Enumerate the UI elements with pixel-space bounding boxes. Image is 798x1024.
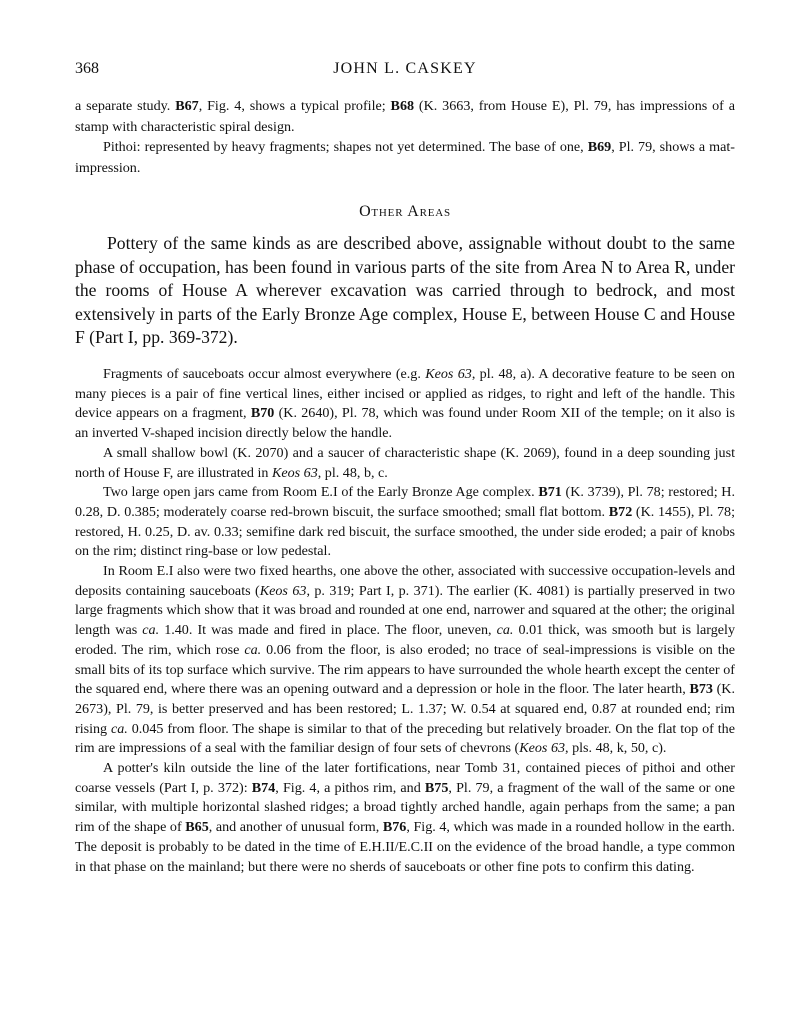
paragraph-sauceboats: Fragments of sauceboats occur almost everywhere (e.g. Keos 63, pl. 48, a). A decorative feature to be seen on many pieces is a pair of fine vertical lines, either incised or applied as ridges, to right and left of the handle. This device appears on a fragment, B70 (K. 2640), Pl. 78, which was found under Room XII of the temple; on it also is an inverted V-shaped incision directly below the handle. [75, 366, 735, 442]
paragraph-continued: a separate study. B67, Fig. 4, shows a typical profile; B68 (K. 3663, from House E), Pl. 79, has impressions of a stamp with characteristic spiral design. [75, 98, 735, 135]
paragraph-jars: Two large open jars came from Room E.I of the Early Bronze Age complex. B71 (K. 3739), Pl. 78; restored; H. 0.28, D. 0.385; moderately coarse red-brown biscuit, the surface smoothed; small flat bottom. B72 (K. 1455), Pl. 78; restored, H. 0.25, D. av. 0.33; semifine dark red biscuit, the surface smoothed, the under side eroded; a pair of knobs on the rim; distinct ring-base or low pedestal. [75, 484, 735, 560]
top-text [75, 96, 735, 178]
section-intro: Pottery of the same kinds as are described above, assignable without doubt to the same phase of occupation, has been found in various parts of the site from Area N to Area R, under the rooms of House A wherever excavation was carried through to bedrock, and most extensively in parts of the Early Bronze Age complex, House E, between House C and House F (Part I, pp. 369-372). [75, 233, 735, 347]
paragraph-kiln: A potter's kiln outside the line of the later fortifications, near Tomb 31, contained pieces of pithoi and other coarse vessels (Part I, p. 372): B74, Fig. 4, a pithos rim, and B75, Pl. 79, a fragment of the wall of the same or one similar, with multiple horizontal slashed ridges; a broad tightly arched handle, again perhaps from the same; a pan rim of the shape of B65, and another of unusual form, B76, Fig. 4, which was made in a rounded hollow in the earth. The deposit is probably to be dated in the time of E.H.II/E.C.II on the evidence of the broad handle, a type common in that phase on the mainland; but there were no sherds of sauceboats or other fine pots to confirm this dating. [75, 760, 735, 875]
main-text [75, 365, 735, 877]
paragraph-hearths: In Room E.I also were two fixed hearths, one above the other, associated with successive occupation-levels and deposits containing sauceboats (Keos 63, p. 319; Part I, p. 371). The earlier (K. 4081) is partially preserved in two large fragments which show that it was broad and rounded at one end, narrower and squared at the other; the original length was ca. 1.40. It was made and fired in place. The floor, uneven, ca. 0.01 thick, was smooth but is largely eroded. The rim, which rose ca. 0.06 from the floor, is also eroded; no trace of seal-impressions is visible on the small bits of its top surface which survive. The rim appears to have surrounded the whole hearth except the center of the squared end, where there was an opening outward and a depression or hole in the floor. The later hearth, B73 (K. 2673), Pl. 79, is better preserved and has been restored; L. 1.37; W. 0.54 at squared end, 0.87 at rounded end; rim rising ca. 0.045 from floor. The shape is similar to that of the preceding but relatively broader. On the flat top of the rim are impressions of a seal with the familiar design of four sets of chevrons (Keos 63, pls. 48, k, 50, c). [75, 563, 736, 757]
page-header [75, 60, 735, 86]
running-head: JOHN L. CASKEY [333, 60, 477, 77]
section-heading: Other Areas [359, 203, 451, 220]
paragraph-pithoi: Pithoi: represented by heavy fragments; shapes not yet determined. The base of one, B69, Pl. 79, shows a mat-impression. [75, 139, 736, 176]
paragraph-bowl: A small shallow bowl (K. 2070) and a saucer of characteristic shape (K. 2069), found in a deep sounding just north of House F, are illustrated in Keos 63, pl. 48, b, c. [75, 444, 735, 481]
page-number: 368 [75, 60, 99, 77]
